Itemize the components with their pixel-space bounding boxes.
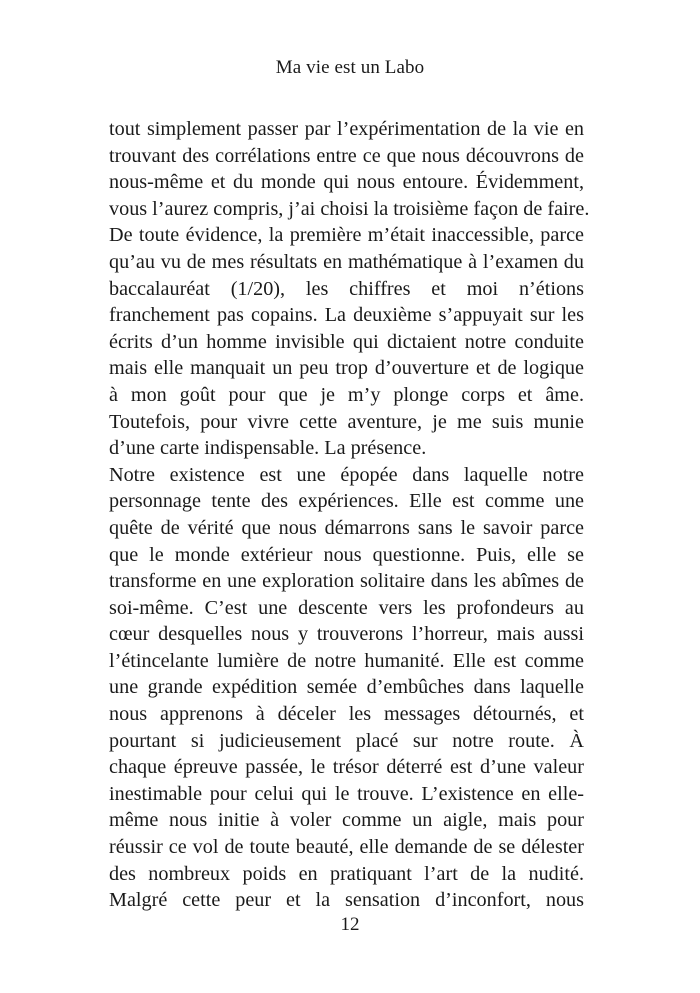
text-line: tout simplement passer par l’expérimentation de la vie en xyxy=(109,118,584,140)
text-line: personnage tente des expériences. Elle est comme une xyxy=(109,490,584,513)
text-line: des nombreux poids en pratiquant l’art de la nudité. xyxy=(109,862,584,885)
text-line: nous-même et du monde qui nous entoure. Évidemment, xyxy=(109,171,584,194)
text-line: d’une carte indispensable. La présence. xyxy=(109,437,427,460)
text-line: une grande expédition semée d’embûches dans laquelle xyxy=(109,676,584,699)
text-line: pourtant si judicieusement placé sur notre route. À xyxy=(109,729,584,752)
text-line: transforme en une exploration solitaire dans les abîmes de xyxy=(109,570,584,593)
text-line: franchement pas copains. La deuxième s’appuyait sur les xyxy=(109,304,584,327)
text-line: qu’au vu de mes résultats en mathématique à l’examen du xyxy=(109,250,584,273)
text-line: De toute évidence, la première m’était inaccessible, parce xyxy=(109,224,584,247)
text-line: baccalauréat (1/20), les chiffres et moi n’étions xyxy=(109,277,584,300)
text-line: vous l’aurez compris, j’ai choisi la troisième façon de faire. xyxy=(109,197,590,220)
text-line: nous apprenons à déceler les messages détournés, et xyxy=(109,703,584,726)
page-number: 12 xyxy=(340,914,360,935)
running-header-title: Ma vie est un Labo xyxy=(275,57,425,78)
text-line: réussir ce vol de toute beauté, elle demande de se délester xyxy=(109,836,584,859)
text-line: Notre existence est une épopée dans laquelle notre xyxy=(109,463,584,486)
text-line: écrits d’un homme invisible qui dictaient notre conduite xyxy=(109,330,584,353)
text-line: quête de vérité que nous démarrons sans le savoir parce xyxy=(109,516,584,539)
text-line: à mon goût pour que je m’y plonge corps et âme. xyxy=(109,383,584,406)
text-line: Malgré cette peur et la sensation d’inconfort, nous xyxy=(109,889,584,912)
text-line: que le monde extérieur nous questionne. Puis, elle se xyxy=(109,543,584,566)
text-line: même nous initie à voler comme un aigle, mais pour xyxy=(109,809,584,832)
text-line: Toutefois, pour vivre cette aventure, je me suis munie xyxy=(109,410,584,433)
text-line: cœur desquelles nous y trouverons l’horreur, mais aussi xyxy=(109,623,584,646)
text-line: chaque épreuve passée, le trésor déterré est d’une valeur xyxy=(109,756,584,779)
text-line: soi-même. C’est une descente vers les profondeurs au xyxy=(109,596,584,619)
body-text xyxy=(109,116,590,914)
text-line: l’étincelante lumière de notre humanité. Elle est comme xyxy=(109,649,584,672)
text-line: inestimable pour celui qui le trouve. L’existence en elle- xyxy=(109,782,584,805)
text-line: trouvant des corrélations entre ce que nous découvrons de xyxy=(109,144,584,167)
text-line: mais elle manquait un peu trop d’ouverture et de logique xyxy=(109,357,584,380)
